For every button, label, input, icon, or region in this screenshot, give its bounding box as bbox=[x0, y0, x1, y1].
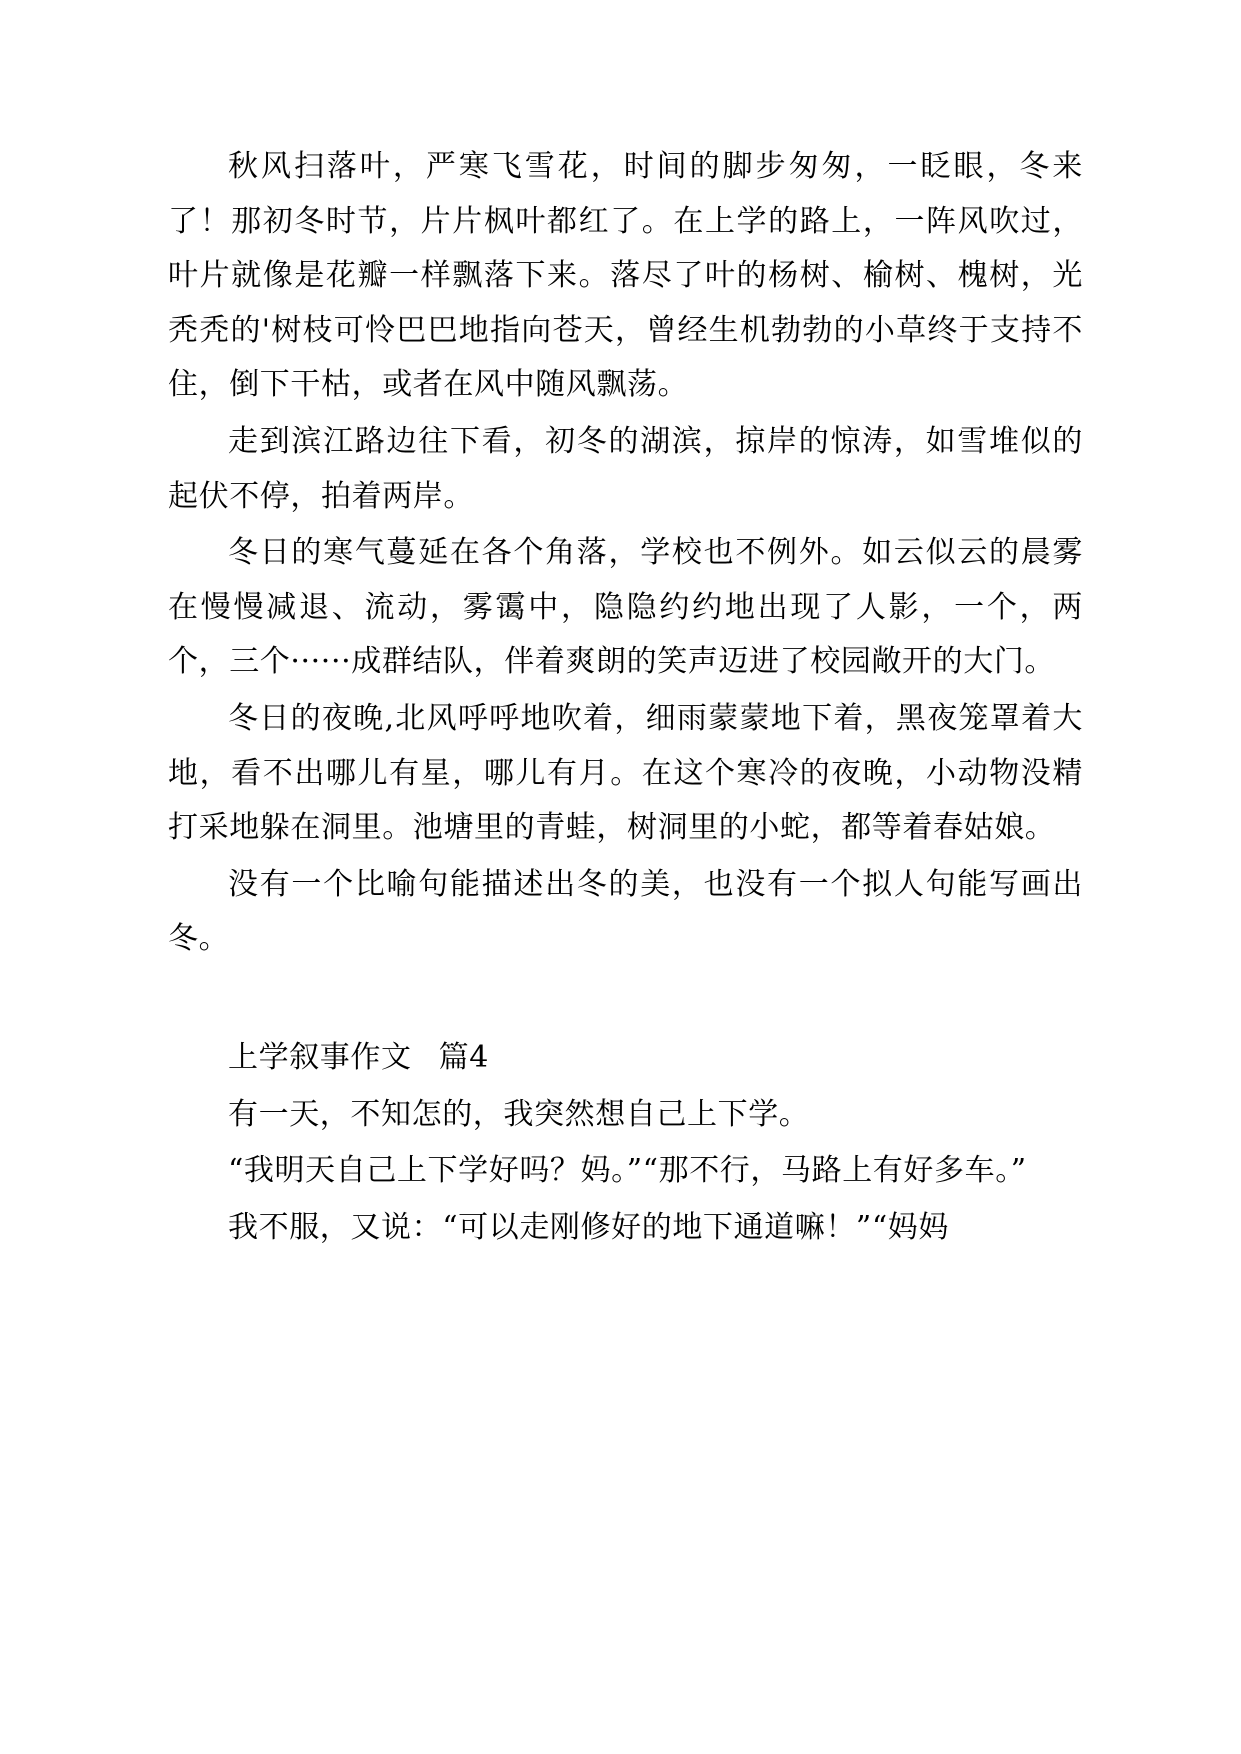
paragraph: 我不服，又说：“可以走刚修好的地下通道嘛！”“妈妈 bbox=[228, 1209, 950, 1245]
paragraph: 冬日的寒气蔓延在各个角落，学校也不例外。如云似云的晨雾在慢慢减退、流动，雾霭中，隐隐约约地出现了人影，一个，两个，三个······成群结队，伴着爽朗的笑声迈进了校园敞开的大门。 bbox=[168, 535, 1083, 680]
paragraph: 秋风扫落叶，严寒飞雪花，时间的脚步匆匆，一眨眼，冬来了！那初冬时节，片片枫叶都红了。在上学的路上，一阵风吹过，叶片就像是花瓣一样飘落下来。落尽了叶的杨树、榆树、槐树，光秃秃的'树枝可怜巴巴地指向苍天，曾经生机勃勃的小草终于支持不住，倒下干枯，或者在风中随风飘荡。 bbox=[168, 149, 1083, 403]
section-heading-number: 篇4 bbox=[438, 1039, 489, 1075]
paragraph: 走到滨江路边往下看，初冬的湖滨，掠岸的惊涛，如雪堆似的起伏不停，拍着两岸。 bbox=[168, 423, 1083, 514]
section-heading-title: 上学叙事作文 bbox=[228, 1039, 412, 1075]
paragraph: 有一天，不知怎的，我突然想自己上下学。 bbox=[228, 1096, 810, 1132]
paragraph: 没有一个比喻句能描述出冬的美，也没有一个拟人句能写画出冬。 bbox=[168, 866, 1083, 957]
section-spacer bbox=[168, 969, 1083, 1031]
paragraph: 冬日的夜晚,北风呼呼地吹着，细雨蒙蒙地下着，黑夜笼罩着大地，看不出哪儿有星，哪儿有月。在这个寒冷的夜晚，小动物没精打采地躲在洞里。池塘里的青蛙，树洞里的小蛇，都等着春姑娘。 bbox=[168, 700, 1083, 846]
section-heading bbox=[168, 1031, 1083, 1086]
paragraph: “我明天自己上下学好吗？妈。”“那不行，马路上有好多车。” bbox=[228, 1153, 1027, 1189]
document-body bbox=[168, 140, 1083, 1255]
